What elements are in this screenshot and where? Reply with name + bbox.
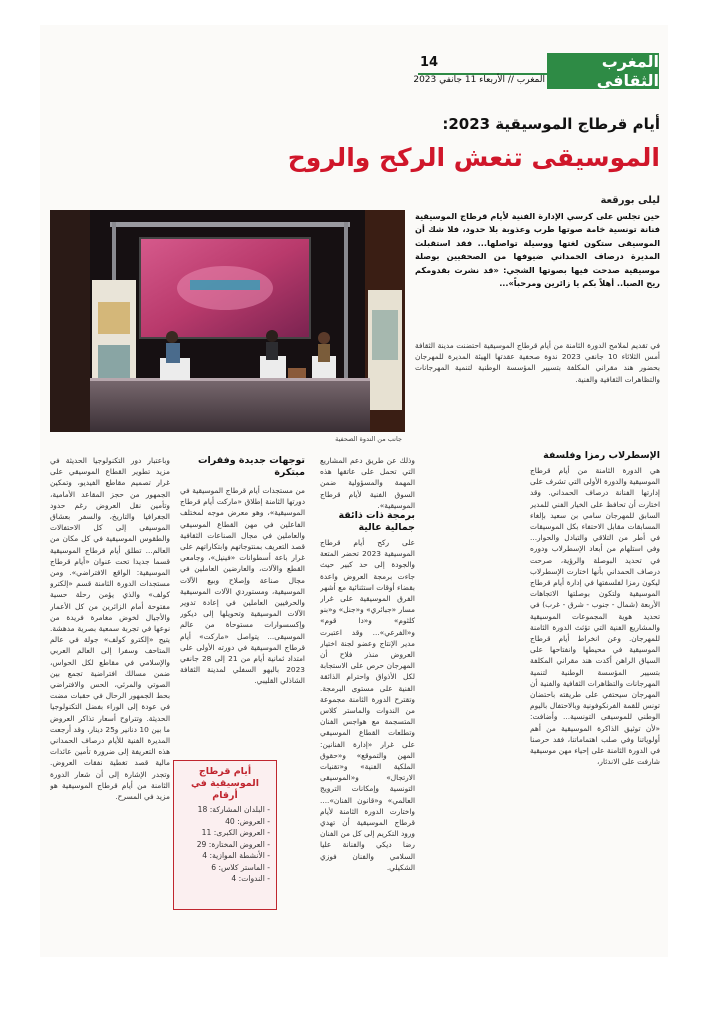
article-kicker: أيام قرطاج الموسيقية 2023: [442,115,660,133]
stats-item: - العروض الكبرى: 11 [201,828,270,837]
article-intro: في تقديم لملامح الدورة الثامنة من أيام قرطاج الموسيقية احتضنت مدينة الثقافة أمس الثلاثاء 10 جانفي 2023 ندوة صحفية عقدتها الهيئة المديرة للمهرجان بحضور هند مقراني المكلفة بتسيير المؤسسة الوطنية لتنمية المهرجانات والتظاهرات الثقافية والفنية. [415,341,660,384]
newspaper-page [40,25,668,957]
stats-item: - البلدان المشاركة: 18 [197,805,270,814]
article-column-3: من مستجدات أيام قرطاج الموسيقية في دورتها الثامنة إطلاق «ماركت أيام قرطاج الموسيقية»، وهو معرض موجه لمختلف الفاعلين في مهن القطاع الموسيقي والعاملين في مجال الصناعات الثقافية قصد التعريف بمنتوجاتهم وابتكاراتهم على غرار باعة أسطوانات «فينيل»، وجامعي القطع والآلات، والعارضين العاملين في مجال صناعة وإصلاح وبيع الآلات الموسيقية، ومستوردي الآلات الموسيقية والحرفيين العاملين في إعادة تدوير الآلات الموسيقية وتحويلها إلى ديكور وإكسسوارات مستوحاة من عالم الموسيقى... يتواصل «ماركت» أيام قرطاج الموسيقية في دورته الأولى على امتداد ثمانية أيام من 21 إلى 28 جانفي 2023 بالبهو السفلي لمدينة الثقافة الشاذلي القليبي. [180,486,305,686]
article-byline: ليلى بورقعة [600,195,660,206]
stats-item: - الماستر كلاس: 6 [211,862,270,872]
subheading-programming: برمجة ذات ذائقة جمالية عالية [338,510,415,533]
article-column-4: وباعتبار دور التكنولوجيا الحديثة في مزيد تطوير القطاع الموسيقي على غرار تصميم مقاطع الفيديو، وتمكين الجمهور من حجز المقاعد الأمامية، وتأمين نقل العروض رغم حدود الجغرافيا والتاريخ، والسفر بعشاق الموسيقى إلى كل الاحتفالات والطقوس الموسيقية في كل مكان من العالم... تطلق أيام قرطاج الموسيقية قسما جديدا تحت عنوان «أيام قرطاج الموسيقية: الواقع الافتراضي». ومن مستجدات الدورة الثامنة قسم «إلكترو كولف» والذي يؤمن رحلة حسية مفتوحة أمام الزائرين من كل الأعمار والأجيال لخوض مغامرة فريدة من نوعها في تجربة سمعية بصرية مدهشة. يتيح «إلكترو كولف» جولة في عالم المتاحف وسفرا إلى العالم العربي والإسلامي في مقاطع لكل الحواس، ضمن مسالك افتراضية تجمع بين الصوتي والمرئي، الحس والافتراضي بحط الجمهور الرحال في حقبات مضت في عودة إلى الوراء بفضل التكنولوجيا الحديثة. وتتراوح أسعار تذاكر العروض ما بين 10 دنانير و25 دينار، وقد أرجعت المديرة الفنية للأيام درصاف الحمداني هذه التعريفة إلى ضرورة تأمين عائدات مالية قصد تغطية نفقات العروض. وتجدر الإشارة إلى أن شعار الدورة الثامنة من أيام قرطاج الموسيقية هو مزيد في المسرح. [50,456,170,802]
article-column-1: هي الدورة الثامنة من أيام قرطاج الموسيقية والدورة الأولى التي تشرف على إدارتها الفنانة درصاف الحمداني. وقد اختارت أن تحافظ على الخيار الفني للمدير السابق للمهرجان سامي بن سعيد بإلغاء المسابقات مقابل الاحتفاء بكل الموسيقات في أطر من التلاقي والتبادل والحوار... وفي استلهام من أبعاد الإسطرلاب ودوره في تحديد البوصلة والرؤية، صرحت درصاف الحمداني بأنها اختارت الإسطرلاب ليكون رمزا لفلسفتها في إدارة أيام قرطاج الموسيقية ولتكون بوصلتها الاتجاهات الأربعة (شمال - جنوب - شرق - غرب) في تحديد هوية المجموعات الموسيقية والمشاريع الفنية التي تؤثث الدورة الثامنة للمهرجان. وعن انخراط أيام قرطاج الموسيقية في محيطها وانفتاحها على السياق الراهن أكدت هند مقراني المكلفة بتسيير المؤسسة الوطنية لتنمية المهرجانات والتظاهرات الثقافية والفنية أن المهرجان سيحتفي على طريقته باحتضان تونس للقمة الفرنكوفونية وبالاحتفال باليوم الوطني للموسيقى التونسية... وأضافت: «لأن توثيق الذاكرة الموسيقية من أهم أولوياتنا وفي صلب اهتماماتنا، فقد حرصنا في الدورة الثامنة على إحياء مهن موسيقية شارفت على الاندثار، [530,466,660,767]
press-conference-photo [50,210,405,432]
dateline: المغرب // الأربعاء 11 جانفي 2023 [413,75,545,85]
stats-item: - الندوات: 4 [231,874,270,883]
stats-item: - العروض: 40 [225,816,270,826]
section-banner: المغرب الثقافي [547,53,659,89]
stats-box [173,760,277,910]
subheading-astrolabe: الإسطرلاب رمزا وفلسفة [543,450,660,461]
article-headline: الموسيقى تنعش الركح والروح [287,143,660,172]
article-column-2-top: وذلك عن طريق دعم المشاريع التي تحمل على عاتقها هذه المهمة والمسؤولية ضمن السوق الفنية لأيام قرطاج الموسيقية». [320,456,415,510]
page-number: 14 [420,55,439,70]
photo-caption: جانب من الندوة الصحفية [335,435,402,443]
stats-item: - العروض المختارة: 29 [196,839,270,849]
stats-box-title: أيام قرطاج الموسيقية في أرقام [191,766,259,801]
stats-item: - الأنشطة الموازية: 4 [202,851,270,860]
article-column-2: على ركح أيام قرطاج الموسيقية 2023 تحضر المتعة والجودة إلى حد كبير حيث جاءت برمجة العروض واعدة بقضاء أوقات استثنائية مع أشهر الفرق الموسيقية على غرار مسار «جبائري» و«جنل» و«بنو كلثوم» و«دا قوم» و«الفرعي»... وقد اعتبرت مدير الإنتاج وعضو لجنة اختيار العروض منذر فلاح أن المهرجان حرص على الاستجابة لكل الأذواق واحترام الذائقة الفنية على مستوى البرمجة. وتقترح الدورة الثامنة مجموعة من الندوات والماستر كلاس المتسجمة مع هواجس الفنان وتطلعات القطاع الموسيقي على غرار «إدارة الفنانين: المهن والتموقع» و«حقوق الملكية الفنية» و«تقنيات الارتجال» و«الموسيقى التونسية وإمكانات الترويج العالمي» و«قانون الفنان».... واختارت الدورة الثامنة لأيام قرطاج الموسيقية أن تهدي ورود التكريم إلى كل من الفنان رضا ديكي والفنانة عليا السلامي والفنان فوزي الشكيلي. [320,538,415,872]
article-lead: حين تجلس على كرسي الإدارة الفنية لأيام قرطاج الموسيقية فنانة تونسية خامة صوتها طرب وعذوبة بلا حدود، فلا شك أن الموسيقى ستكون لغتها ووسيلة تواصلها... فقد استقبلت المديرة درصاف الحمداني ضيوفها من الصحفيين بوصلة موسيقية صدحت فيها بصوتها الشجي: «قد نشرت بقدومكم ريح الصبا.. أهلاً بكم يا زائرين ومرحباً»... [415,211,660,289]
subheading-new-trends: توجهات جديدة وفقرات مبتكرة [197,455,305,478]
